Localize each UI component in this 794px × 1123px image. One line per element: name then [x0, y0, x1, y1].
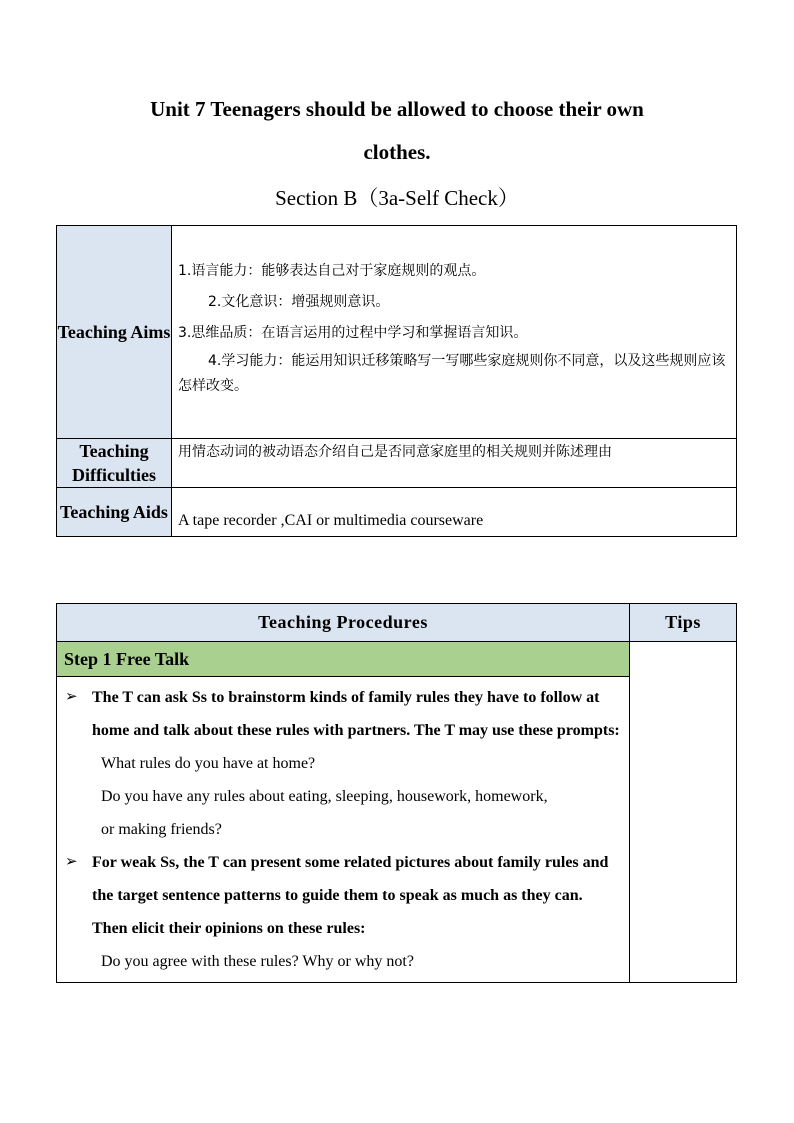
step-1-title: Step 1 Free Talk — [57, 642, 630, 677]
aids-label: Teaching Aids — [57, 488, 172, 537]
page-subtitle: Section B（3a-Self Check） — [275, 186, 519, 210]
aids-row — [57, 488, 737, 537]
bullet-text: The T can ask Ss to brainstorm kinds of family rules they have to follow at home and talk about these rules with partners. The T may use these prompts: — [92, 689, 620, 739]
aims-content — [172, 226, 737, 439]
aims-row — [57, 226, 737, 439]
difficulties-content: 用情态动词的被动语态介绍自己是否同意家庭里的相关规则并陈述理由 — [172, 439, 737, 488]
step-1-body — [57, 677, 630, 983]
bullet-text: For weak Ss, the T can present some related pictures about family rules and the target sentence patterns to guide them to speak as much as they can. Then elicit their opinions on these rules: — [92, 854, 609, 937]
step-1-row — [57, 642, 737, 677]
prompt-line: Do you have any rules about eating, sleeping, housework, homework, — [101, 788, 548, 805]
prompt-line: Do you agree with these rules? Why or why not? — [101, 953, 414, 970]
procedures-header: Teaching Procedures — [57, 604, 630, 642]
aim-item: 3.思维品质：在语言运用的过程中学习和掌握语言知识。 — [178, 325, 528, 341]
aids-content: A tape recorder ,CAI or multimedia courseware — [172, 488, 737, 537]
page-title-line-2: clothes. — [363, 140, 431, 164]
procedures-header-row — [57, 604, 737, 642]
procedure-bullet — [65, 681, 621, 747]
procedure-bullet — [65, 846, 621, 945]
tips-cell — [630, 642, 737, 983]
aims-label: Teaching Aims — [57, 226, 172, 439]
aim-item: 4.学习能力：能运用知识迁移策略写一写哪些家庭规则你不同意，以及这些规则应该怎样改变。 — [178, 353, 726, 394]
prompt-line: What rules do you have at home? — [101, 755, 316, 772]
difficulties-row — [57, 439, 737, 488]
aim-item: 2.文化意识：增强规则意识。 — [208, 294, 390, 310]
difficulties-label: Teaching Difficulties — [57, 439, 172, 488]
prompt-line: or making friends? — [101, 821, 222, 838]
tips-header: Tips — [630, 604, 737, 642]
arrow-bullet-icon: ➢ — [65, 854, 78, 870]
procedures-table — [56, 603, 737, 983]
page-title-line-1: Unit 7 Teenagers should be allowed to choose their own — [150, 97, 644, 121]
lesson-info-table — [56, 225, 737, 537]
arrow-bullet-icon: ➢ — [65, 689, 78, 705]
aim-item: 1.语言能力：能够表达自己对于家庭规则的观点。 — [178, 263, 486, 279]
